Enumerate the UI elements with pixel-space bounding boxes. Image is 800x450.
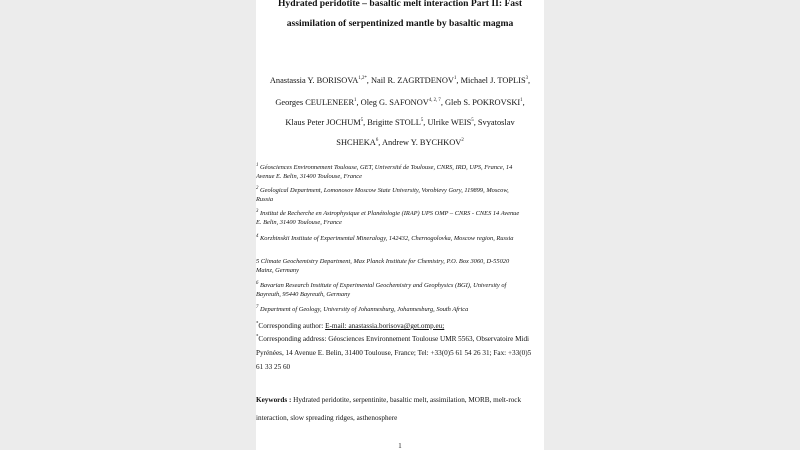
left-margin-background <box>0 0 259 450</box>
affiliation-5 <box>256 258 542 275</box>
affiliation-text: Korzhinskii Institute of Experimental Mineralogy, 142432, Chernogolovka, Moscow region, Russia <box>260 235 514 242</box>
affiliation-number: 2 <box>256 185 259 191</box>
affiliation-2 <box>256 187 542 204</box>
affiliation-6 <box>256 282 542 299</box>
affiliation-7 <box>256 306 542 315</box>
author-affiliation-sup: 6 <box>375 138 379 144</box>
author-affiliation-sup: 5 <box>471 118 474 124</box>
affiliation-text: Russia <box>256 195 274 203</box>
author-name: Andrew Y. BYCHKOV <box>381 138 462 147</box>
affiliation-text: Mainz, Germany <box>256 266 299 274</box>
affiliation-1 <box>256 164 542 181</box>
author-line-4: SHCHEKA$^6$, Andrew Y. BYCHKOV$^2$ <box>336 138 464 147</box>
author-name: Gleb S. POKROVSKI <box>445 98 521 107</box>
paper-title-line-2: assimilation of serpentinized mantle by basaltic magma <box>286 18 514 29</box>
author-line-2: Georges CEULENEER$^1$, Oleg G. SAFONOV$^{4, 2, 7}$, Gleb S. POKROVSKI$^1$, <box>275 98 525 107</box>
affiliation-number: 1 <box>256 162 259 168</box>
address-line: Corresponding address: Géosciences Environnement Toulouse UMR 5563, Observatoire Midi <box>258 335 530 343</box>
author-affiliation-sup: 1 <box>453 76 457 82</box>
author-name: Nail R. ZAGRTDENOV <box>370 76 454 85</box>
author-affiliation-sup: 4, 2, 7 <box>428 98 441 104</box>
author-affiliation-sup: 1 <box>354 98 357 104</box>
affiliation-text: Bavarian Research Institute of Experimental Geochemistry and Geophysics (BGI), University of <box>260 282 507 289</box>
author-affiliation-sup: 1,2* <box>358 76 367 82</box>
affiliation-text: E. Belin, 31400 Toulouse, France <box>256 218 342 226</box>
author-affiliation-sup: 2 <box>461 138 464 144</box>
affiliation-4 <box>256 235 542 244</box>
keywords-text: Hydrated peridotite, serpentinite, basaltic melt, assimilation, MORB, melt-rock <box>291 396 522 404</box>
corresponding-email-link[interactable]: E-mail: anastassia.borisova@get.omp.eu; <box>325 322 445 330</box>
author-name: Michael J. TOPLIS <box>460 76 526 85</box>
affiliation-number: 7 <box>256 304 259 310</box>
page-number: 1 <box>398 443 402 450</box>
author-name: Anastassia Y. BORISOVA <box>269 76 359 85</box>
affiliation-text: Department of Geology, University of Johannesburg, Johannesburg, South Africa <box>260 306 469 313</box>
author-line-3: Klaus Peter JOCHUM$^5$, Brigitte STOLL$^5$, Ulrike WEIS$^5$, Svyatoslav <box>285 118 515 127</box>
author-affiliation-sup: 5 <box>420 118 424 124</box>
affiliation-text: Institut de Recherche en Astrophysique et Planétologie (IRAP) UPS OMP – CNRS - CNES 14 Avenue <box>260 210 520 217</box>
corresponding-author <box>256 322 544 331</box>
affiliation-number: 4 <box>256 233 259 239</box>
keywords-text: interaction, slow spreading ridges, asthenosphere <box>256 414 398 422</box>
author-name: Georges CEULENEER <box>275 98 355 107</box>
author-name: Oleg G. SAFONOV <box>360 98 429 107</box>
affiliation-text: Géosciences Environnement Toulouse, GET, Université de Toulouse, CNRS, IRD, UPS, France, 14 <box>260 164 513 171</box>
affiliation-number: 6 <box>256 280 259 286</box>
affiliation-text: Geological Department, Lomonosov Moscow State University, Vorobievy Gory, 119899, Moscow, <box>260 187 509 194</box>
affiliation-text: Bayreuth, 95440 Bayreuth, Germany <box>256 290 351 298</box>
document-page <box>256 0 544 450</box>
affiliation-number: 3 <box>256 208 259 214</box>
affiliation-text: Avenue E. Belin, 31400 Toulouse, France <box>256 172 362 180</box>
author-line-1: Anastassia Y. $BORISOVA^{1,2*}$, Nail R. ZAGRTDENOV$^1$, Michael J. TOPLIS$^3$, <box>269 76 531 85</box>
keywords-label: Keywords : <box>256 396 292 404</box>
author-affiliation-sup: 5 <box>360 118 364 124</box>
paper-title-line-1: Hydrated peridotite – basaltic melt interaction Part II: Fast <box>277 0 523 9</box>
affiliation-3 <box>256 210 542 227</box>
author-name: Ulrike WEIS <box>427 118 472 127</box>
author-name: Brigitte STOLL <box>367 118 421 127</box>
address-line: Pyrénées, 14 Avenue E. Belin, 31400 Toulouse, France; Tel: +33(0)5 61 54 26 31; Fax: +33(0)5 <box>256 349 532 357</box>
address-line: 61 33 25 60 <box>256 363 291 371</box>
corresponding-star: * <box>256 321 259 327</box>
corresponding-address: *Corresponding address: Géosciences Environnement Toulouse UMR 5563, Observatoire Midi Pyrénées, 14 Avenue E. Belin, 31400 Toulouse, France; Tel: +33(0)5 61 54 26 31; Fax: +33(0)5 61 33 25 60 <box>256 335 544 372</box>
keywords <box>256 396 544 423</box>
right-margin-background <box>544 0 800 450</box>
author-affiliation-sup: 3 <box>525 76 529 82</box>
author-name: Klaus Peter JOCHUM <box>285 118 361 127</box>
corresponding-author-label: Corresponding author: <box>258 322 326 330</box>
author-affiliation-sup: 1 <box>520 98 523 104</box>
affiliation-text: 5 Climate Geochemistry Department, Max Planck Institute for Chemistry, P.O. Box 3060, D-55020 <box>256 258 510 265</box>
